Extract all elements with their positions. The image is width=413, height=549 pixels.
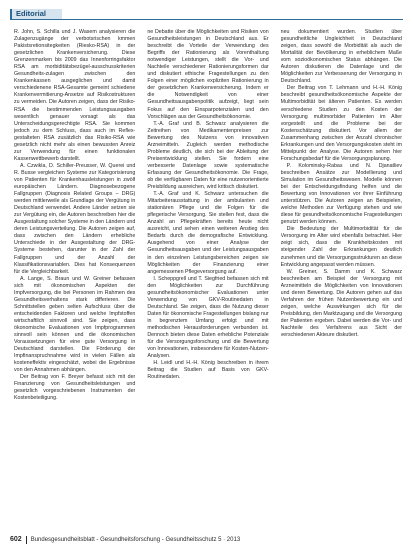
text-column-3 [281, 29, 402, 531]
paragraph: Die Bedeutung der Multimorbidität für die Versorgung im Alter wird ebenfalls betrachtet. Hier zeigt sich, dass die Krankheitskosten mit steigender Zahl der Erkrankungen deutlich zunehmen und die Versorgungsstrukturen an diese Entwicklung angepasst werden müssen. [280, 226, 402, 268]
paragraph: A. Lange, S. Braun und W. Greiner befassen sich mit ökonomischen Aspekten der Impfversorgung, die bei Personen im Rahmen des Gesundheitsverhaltens stark differieren. Die Schnittstellen geben selten Aufschluss über die entscheidenden Faktoren und welche Impfstoffen wirtschaftlich sinnvoll sind. Sie zeigen, dass ökonomische Evaluationen von Impfprogrammen sinnvoll sein können und die ökonomischen Voraussetzungen für eine gute Versorgung in Deutschland darstellen. Die Förderung der Impfinanspruchnahme wird in vielen Fällen als kosteneffektiv eingeschätzt, wobei die Ergebnisse von den Annahmen abhängen. [14, 275, 136, 374]
paragraph: Der Beitrag von T. Lehmann und H.-H. König beschreibt gesundheitsökonomische Aspekte der Multimorbidität bei älteren Patienten. Es werden verschiedene Studien zu den Kosten der Versorgung multimorbider Patienten im Alter vorgestellt und die Probleme bei der Kostenschätzung diskutiert. Vor allem der Zusammenhang zwischen der Anzahl chronischer Erkrankungen und den Versorgungskosten steht im Mittelpunkt der Analyse. Die Autoren sehen hier Forschungsbedarf für die Versorgungsplanung. [280, 85, 402, 162]
header-rule [10, 19, 403, 20]
paragraph: Der Beitrag von F. Breyer befasst sich mit der Finanzierung von Gesundheitsleistungen und gesetzlich vorgeschriebenen Instrumenten der Kostenbeteiligung. [14, 374, 136, 402]
article-body [14, 29, 402, 531]
paragraph: A. Czwikla, D. Schiller-Preusser, W. Querei und R. Busse vergleichen Systeme zur Kategorisierung von Patienten für Krankenhausleistungen in zwölf europäischen Ländern. Diagnosebezogene Fallgruppen (Diagnosis Related Groups – DRG) werden mittlerweile als Grundlage der Vergütung in Deutschland verwendet. Andere Länder setzen sie zur Vergütung ein, die Autoren beschreiben hier die Ausgestaltung solcher Systeme in den Ländern und deren Leistungsverteilung. Die Autoren zeigen auf, dass zwischen den Ländern erhebliche Unterschiede in der Ausgestaltung der DRG-Systeme bestehen, darunter in der Zahl der Fallgruppen und der Anzahl der Klassifikationsvariablen. Dies hat Konsequenzen für die Vergleichbarkeit. [14, 162, 136, 275]
section-label: Editorial [10, 9, 62, 19]
text-column-2 [147, 29, 268, 531]
paragraph: I. Scheppgrell und T. Siegfried befassen sich mit den Möglichkeiten zur Durchführung gesundheitsökonomischer Evaluationen unter Verwendung von GKV-Routinedaten in Deutschland. Sie zeigen, dass die Nutzung dieser Daten für ökonomische Fragestellungen bislang nur in begrenztem Umfang erfolgt und mit methodischen Herausforderungen verbunden ist. Dennoch bieten diese Daten erhebliche Potenziale für die Versorgungsforschung und die Bewertung von Innovationen, insbesondere für Kosten-Nutzen-Analysen. [147, 275, 269, 360]
page-footer [10, 535, 240, 544]
text-column-1 [14, 29, 135, 531]
page-number: 602 [10, 536, 22, 543]
paragraph: ne Debatte über die Möglichkeiten und Risiken von Gesundheitsleistungen in Deutschland aus. Er beschreibt die Vorteile der Verwendung des Begriffs der Rationierung als Vorenthaltung notwendiger Leistungen, stellt die Vor- und Nachteile verschiedener Rationierungsformen dar und diskutiert ethische Fragestellungen zu den Folgen einer möglichen expliziten Rationierung in der gesetzlichen Krankenversicherung. Indem er die Notwendigkeit von einer Gesundheitsausgabenpolitik aufzeigt, liegt sein Fokus auf den Einsparpotenzialen und den Vorschlägen aus der Gesundheitsökonomie. [147, 29, 269, 120]
paragraph: H. Leidl und H.-H. König beschreiben in ihrem Beitrag die Studien auf Basis von GKV-Routinedaten. [147, 360, 269, 381]
paragraph: P. Kolominsky-Rabas und N. Djanatliev beschreiben Ansätze zur Modellierung und Simulation im Gesundheitswesen. Modelle können bei der Entscheidungsfindung helfen und die Bewertung von Innovationen vor ihrer Einführung unterstützen. Die Autoren zeigen an Beispielen, welche Methoden zur Verfügung stehen und wie diese für gesundheitsökonomische Fragestellungen genutzt werden können. [280, 162, 402, 226]
paragraph: T.-A. Graf und B. Schwarz analysieren die Zeitreihen von Medikamentenpreisen zur Bewertung des Nutzens von innovativen Arzneimitteln. Zugleich werden methodische Probleme deutlich, die sich bei der Ableitung der Preisentwicklung stellen. Sie fordern eine verbesserte Datenlage sowie systematische Erfassung der Gesundheitsökonomie. Die Frage, ob die verfügbaren Daten für eine nutzenorientierte Preisbildung ausreichen, wird kritisch diskutiert. [147, 120, 269, 191]
paragraph: R. John, S. Schilla und J. Wasem analysieren die Zulagenzugänge der verbotsrischen kmmen Pakistsretionsitegkeiten (Riesko-RSA) in der gesetzlichen Krankenversicherung. Diese Grenzenmarken bis 2009 das Innenforringsfaktor RSA am morbiditätsbezügel-ausschusskriterien Gesundheits-zulagen zwischen den Krankenkassen ausgeglichen und damit verschiedenene RSA-Gesamte gemeint schiedene Krankenvermitierung-Ansetze auf Risikostrukturen zu vermeiden. Die Autoren zeigen, dass der Risiko-RSA die bestimmenden Leistungsausgaben wesentlich genauer vorsagt als das Unterscheidungsgerechtigte RSA. Sie kommen jedoch zu dem Schluss, dass auch im Reflex-gestalteten RSA zusätzlich das Risiko-RSA wie gesetzlich nicht mehr als einen bewussten Anreiz zur Verwendung für einen funktionalen Kassenwettbewerb darstellt. [14, 29, 136, 162]
paragraph: T.-A. Graf und K. Schwarz untersuchen die Mitarbeiterausstattung in der ambulanten und stationären Pflege und die Folgen für die pflegerische Versorgung. Sie stellen fest, dass die Anzahl an Pflegekräften bereits heute nicht ausreicht, und sehen einen weiteren Anstieg des Bedarfs durch die demografische Entwicklung. Ausgehend von einer Analyse der Gesundheitsausgaben und der Leistungsausgaben in den einzelnen Leistungsbereichen zeigen sie Möglichkeiten der Finanzierung einer angemessenen Pflegeversorgung auf. [147, 191, 269, 275]
paragraph: neu dokumentiert wurden. Studien über gesundheitliche Ungleichheit in Deutschland zeigen, dass sowohl die Morbidität als auch die Mortalität der Bevölkerung in erheblichem Maße vom sozioökonomischen Status abhängen. Die Autoren diskutieren die Datenlage und die Möglichkeiten zur Verbesserung der Versorgung in Deutschland. [280, 29, 402, 85]
footer-divider [26, 536, 27, 544]
journal-citation: Bundesgesundheitsblatt - Gesundheitsforschung - Gesundheitsschutz 5 · 2013 [30, 536, 241, 543]
paragraph: W. Greiner, S. Damm und K. Schwarz beschreiben am Beispiel der Versorgung mit Arzneimitteln die Möglichkeiten von Innovationen und deren Bewertung. Die Autoren gehen auf das Verfahren der frühen Nutzenbewertung ein und zeigen, welche Auswirkungen sich für die Preisbildung, den Marktzugang und die Versorgung der Patienten ergeben. Dabei werden die Vor- und Nachteile des Verfahrens aus Sicht der verschiedenen Akteure diskutiert. [280, 268, 402, 339]
